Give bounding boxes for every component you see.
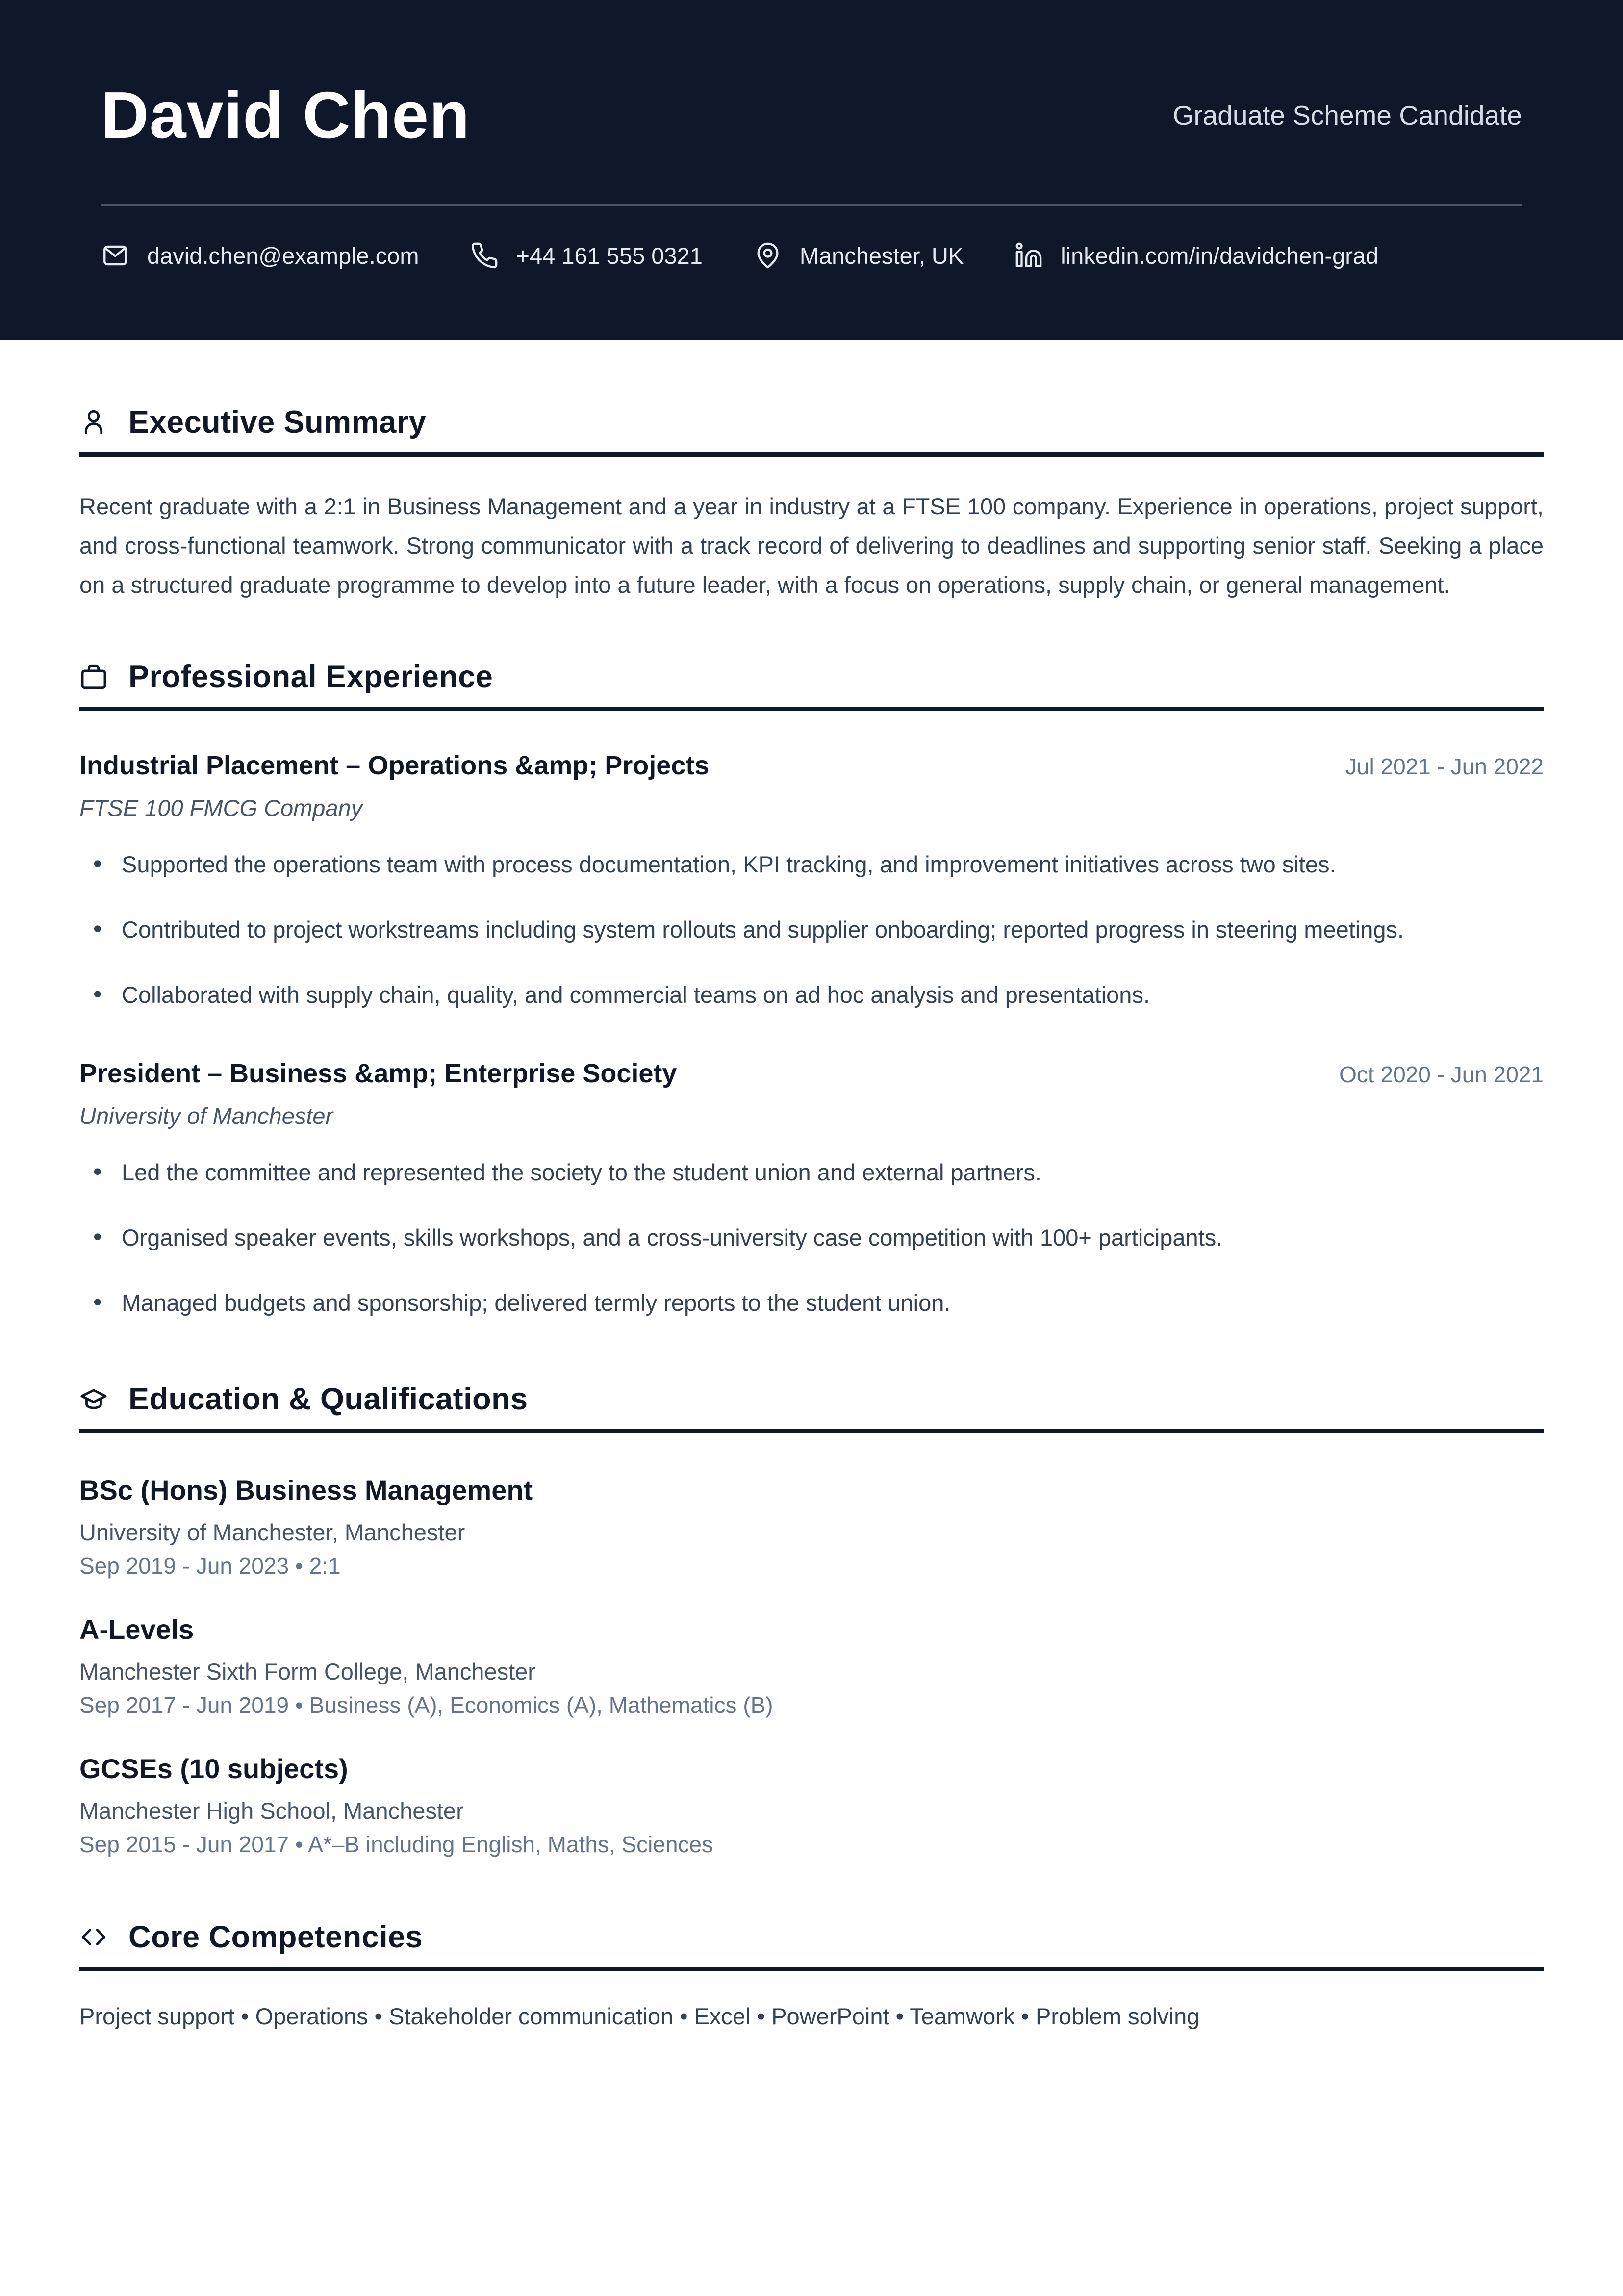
experience-entry [79, 749, 1544, 1010]
graduation-cap-icon [79, 1385, 108, 1413]
header [0, 0, 1623, 340]
section-rule [79, 707, 1544, 711]
contact-location [754, 241, 964, 270]
section-head [79, 1920, 1544, 1954]
education-meta: Sep 2015 - Jun 2017 • A*–B including English, Maths, Sciences [79, 1832, 713, 1857]
contact-email-text: david.chen@example.com [147, 242, 419, 269]
section-core-competencies [79, 1920, 1544, 2033]
contact-location-text: Manchester, UK [799, 242, 964, 269]
contact-linkedin [1014, 241, 1378, 270]
section-rule [79, 1429, 1544, 1433]
education-degree: GCSEs (10 subjects) [79, 1753, 348, 1784]
bullet-item: • Contributed to project workstreams including system rollouts and supplier onboarding; reported progress in steering meetings. [79, 915, 1544, 945]
education-entries [79, 1473, 1544, 1861]
entry-bullets [79, 849, 1544, 1010]
competencies-list: Project support • Operations • Stakeholder communication • Excel • PowerPoint • Teamwork • Problem solving [79, 2003, 1200, 2029]
contact-linkedin-text: linkedin.com/in/davidchen-grad [1061, 242, 1379, 269]
contact-phone-text: +44 161 555 0321 [516, 242, 703, 269]
section-head [79, 1382, 1544, 1416]
summary-paragraph: Recent graduate with a 2:1 in Business Management and a year in industry at a FTSE 100 company. Experience in operations, project support, and cross-functional teamwork. Strong communicator with a track record of delivering to deadlines and supporting senior staff. Seeking a place on a structured graduate programme to develop into a future leader, with a focus on operations, supply chain, or general management. [79, 493, 1544, 598]
entry-bullets [79, 1157, 1544, 1318]
section-professional-experience [79, 660, 1544, 1318]
entry-organisation: FTSE 100 FMCG Company [79, 795, 363, 821]
linkedin-icon [1014, 241, 1043, 270]
section-title: Professional Experience [128, 660, 493, 694]
user-icon [79, 408, 108, 436]
education-entry [79, 1612, 1544, 1722]
education-entry [79, 1751, 1544, 1861]
entry-role: President – Business &amp; Enterprise Society [79, 1059, 677, 1088]
bullet-item: • Organised speaker events, skills workshops, and a cross-university case competition with 100+ participants. [79, 1223, 1544, 1253]
contact-phone [470, 241, 703, 270]
bullet-item: • Led the committee and represented the society to the student union and external partners. [79, 1157, 1544, 1188]
map-pin-icon [754, 241, 782, 270]
phone-icon [470, 241, 499, 270]
education-entry [79, 1473, 1544, 1582]
section-head [79, 660, 1544, 694]
candidate-subtitle: Graduate Scheme Candidate [1172, 100, 1522, 130]
entry-head [79, 749, 1544, 782]
mail-icon [101, 241, 129, 270]
experience-entry [79, 1057, 1544, 1318]
education-meta: Sep 2017 - Jun 2019 • Business (A), Economics (A), Mathematics (B) [79, 1692, 773, 1718]
entry-head [79, 1057, 1544, 1090]
experience-entries [79, 749, 1544, 1318]
section-executive-summary [79, 405, 1544, 605]
header-top [101, 74, 1522, 157]
bullet-item: • Managed budgets and sponsorship; delivered termly reports to the student union. [79, 1288, 1544, 1318]
section-title: Education & Qualifications [128, 1382, 528, 1416]
contact-row [101, 241, 1522, 270]
code-icon [79, 1923, 108, 1951]
education-institution: Manchester Sixth Form College, Manchester [79, 1658, 535, 1684]
education-institution: Manchester High School, Manchester [79, 1798, 464, 1824]
bullet-item: • Supported the operations team with process documentation, KPI tracking, and improvement initiatives across two sites. [79, 849, 1544, 880]
education-degree: BSc (Hons) Business Management [79, 1475, 533, 1505]
header-divider [101, 204, 1522, 206]
entry-dates: Oct 2020 - Jun 2021 [1339, 1062, 1544, 1087]
education-institution: University of Manchester, Manchester [79, 1519, 465, 1545]
entry-organisation: University of Manchester [79, 1103, 333, 1129]
contact-email [101, 241, 419, 270]
section-rule [79, 1967, 1544, 1971]
section-title: Core Competencies [128, 1920, 423, 1954]
bullet-item: • Collaborated with supply chain, quality, and commercial teams on ad hoc analysis and presentations. [79, 980, 1544, 1010]
entry-role: Industrial Placement – Operations &amp; Projects [79, 751, 710, 780]
candidate-name: David Chen [101, 78, 470, 152]
section-education [79, 1382, 1544, 1861]
section-rule [79, 452, 1544, 457]
section-title: Executive Summary [128, 405, 427, 439]
section-head [79, 405, 1544, 439]
cv-body [0, 405, 1623, 2033]
education-meta: Sep 2019 - Jun 2023 • 2:1 [79, 1553, 341, 1579]
education-degree: A-Levels [79, 1614, 194, 1645]
entry-dates: Jul 2021 - Jun 2022 [1345, 754, 1544, 779]
briefcase-icon [79, 663, 108, 691]
